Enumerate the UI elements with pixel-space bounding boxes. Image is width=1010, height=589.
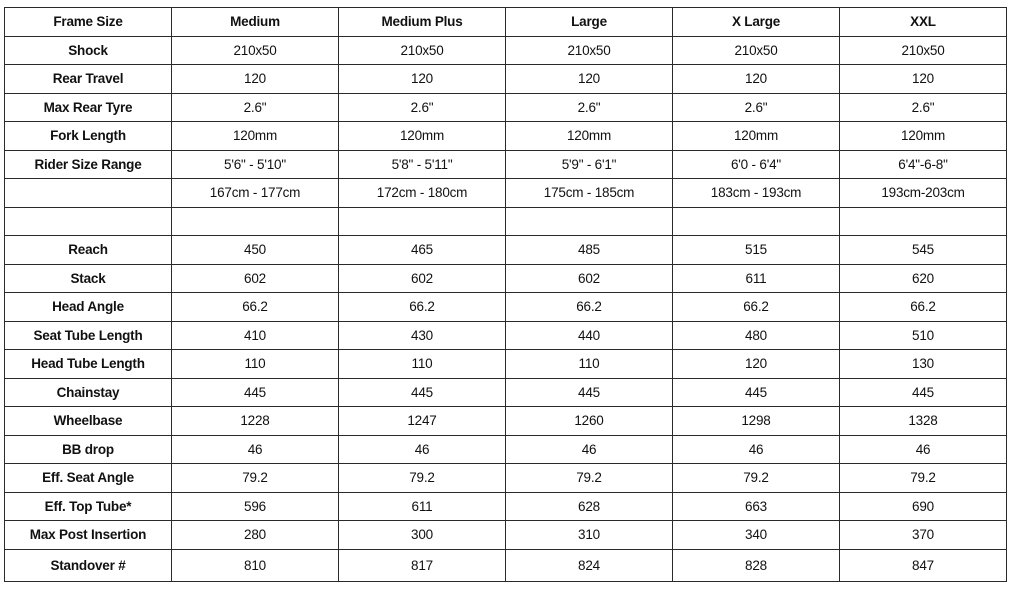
table-cell: 110	[506, 350, 673, 379]
table-row	[5, 407, 1007, 436]
table-cell: 690	[840, 492, 1007, 521]
table-row	[5, 492, 1007, 521]
table-cell: 66.2	[840, 293, 1007, 322]
row-label-cell: Head Tube Length	[5, 350, 172, 379]
table-cell: 2.6"	[506, 93, 673, 122]
header-cell-frame-size: Frame Size	[5, 8, 172, 37]
table-header-row	[5, 8, 1007, 37]
table-cell: 46	[840, 435, 1007, 464]
table-cell: 120	[506, 65, 673, 94]
table-cell: 46	[172, 435, 339, 464]
table-cell: 611	[673, 264, 840, 293]
table-row	[5, 435, 1007, 464]
table-cell: 193cm-203cm	[840, 179, 1007, 208]
table-cell	[506, 207, 673, 236]
table-cell: 183cm - 193cm	[673, 179, 840, 208]
table-cell: 515	[673, 236, 840, 265]
table-row	[5, 179, 1007, 208]
table-row	[5, 150, 1007, 179]
table-cell: 430	[339, 321, 506, 350]
table-cell: 602	[506, 264, 673, 293]
header-cell-large: Large	[506, 8, 673, 37]
table-cell: 175cm - 185cm	[506, 179, 673, 208]
geometry-table	[4, 7, 1007, 582]
table-cell: 5'6" - 5'10"	[172, 150, 339, 179]
table-cell: 445	[339, 378, 506, 407]
table-cell: 2.6"	[673, 93, 840, 122]
table-cell: 340	[673, 521, 840, 550]
table-cell: 79.2	[673, 464, 840, 493]
row-label-cell: Wheelbase	[5, 407, 172, 436]
table-cell: 2.6"	[339, 93, 506, 122]
row-label-cell: Shock	[5, 36, 172, 65]
table-cell: 828	[673, 549, 840, 581]
table-cell: 120mm	[840, 122, 1007, 151]
table-cell: 1228	[172, 407, 339, 436]
row-label-cell	[5, 179, 172, 208]
table-row	[5, 36, 1007, 65]
table-cell: 445	[673, 378, 840, 407]
table-cell: 210x50	[339, 36, 506, 65]
table-cell: 120	[673, 350, 840, 379]
table-cell: 79.2	[339, 464, 506, 493]
table-cell: 120mm	[339, 122, 506, 151]
table-cell: 210x50	[840, 36, 1007, 65]
table-cell: 79.2	[840, 464, 1007, 493]
table-row	[5, 293, 1007, 322]
table-cell: 1247	[339, 407, 506, 436]
table-cell: 120	[339, 65, 506, 94]
table-cell: 370	[840, 521, 1007, 550]
table-cell: 445	[506, 378, 673, 407]
table-cell: 120mm	[172, 122, 339, 151]
header-cell-medium-plus: Medium Plus	[339, 8, 506, 37]
table-row	[5, 350, 1007, 379]
table-cell: 663	[673, 492, 840, 521]
header-cell-x-large: X Large	[673, 8, 840, 37]
table-cell: 480	[673, 321, 840, 350]
table-row	[5, 93, 1007, 122]
geometry-table-container	[4, 7, 1006, 582]
table-cell	[673, 207, 840, 236]
table-cell: 66.2	[339, 293, 506, 322]
row-label-cell: Standover #	[5, 549, 172, 581]
table-cell: 210x50	[506, 36, 673, 65]
table-cell	[840, 207, 1007, 236]
row-label-cell: Stack	[5, 264, 172, 293]
table-row	[5, 65, 1007, 94]
table-cell: 280	[172, 521, 339, 550]
row-label-cell: Fork Length	[5, 122, 172, 151]
table-cell: 110	[172, 350, 339, 379]
table-cell: 510	[840, 321, 1007, 350]
table-cell: 2.6"	[172, 93, 339, 122]
table-cell: 130	[840, 350, 1007, 379]
table-cell: 79.2	[172, 464, 339, 493]
table-cell: 5'9" - 6'1"	[506, 150, 673, 179]
table-cell: 120	[673, 65, 840, 94]
table-row	[5, 321, 1007, 350]
table-cell: 824	[506, 549, 673, 581]
table-cell: 628	[506, 492, 673, 521]
table-cell: 602	[172, 264, 339, 293]
table-row	[5, 464, 1007, 493]
row-label-cell: Reach	[5, 236, 172, 265]
row-label-cell: BB drop	[5, 435, 172, 464]
table-row	[5, 549, 1007, 581]
table-row	[5, 122, 1007, 151]
table-cell: 120	[172, 65, 339, 94]
table-cell: 410	[172, 321, 339, 350]
table-cell: 310	[506, 521, 673, 550]
table-cell: 596	[172, 492, 339, 521]
table-cell: 300	[339, 521, 506, 550]
table-cell: 5'8" - 5'11"	[339, 150, 506, 179]
table-row	[5, 264, 1007, 293]
table-cell: 210x50	[172, 36, 339, 65]
table-cell: 2.6"	[840, 93, 1007, 122]
table-cell: 172cm - 180cm	[339, 179, 506, 208]
table-cell: 46	[506, 435, 673, 464]
table-cell: 620	[840, 264, 1007, 293]
table-cell: 46	[339, 435, 506, 464]
table-cell: 120	[840, 65, 1007, 94]
table-cell: 110	[339, 350, 506, 379]
table-cell: 66.2	[673, 293, 840, 322]
table-cell	[339, 207, 506, 236]
table-cell: 485	[506, 236, 673, 265]
table-cell: 79.2	[506, 464, 673, 493]
table-row	[5, 236, 1007, 265]
table-cell: 66.2	[172, 293, 339, 322]
table-cell: 450	[172, 236, 339, 265]
table-cell: 611	[339, 492, 506, 521]
table-cell: 445	[840, 378, 1007, 407]
row-label-cell: Head Angle	[5, 293, 172, 322]
header-cell-xxl: XXL	[840, 8, 1007, 37]
table-cell: 440	[506, 321, 673, 350]
table-cell: 1328	[840, 407, 1007, 436]
table-cell	[172, 207, 339, 236]
table-cell: 120mm	[506, 122, 673, 151]
table-cell: 46	[673, 435, 840, 464]
table-cell: 847	[840, 549, 1007, 581]
table-cell: 602	[339, 264, 506, 293]
row-label-cell: Eff. Top Tube*	[5, 492, 172, 521]
row-label-cell: Seat Tube Length	[5, 321, 172, 350]
table-cell: 1260	[506, 407, 673, 436]
table-row	[5, 207, 1007, 236]
table-cell: 6'4"-6-8"	[840, 150, 1007, 179]
table-cell: 445	[172, 378, 339, 407]
row-label-cell: Max Post Insertion	[5, 521, 172, 550]
table-cell: 545	[840, 236, 1007, 265]
table-row	[5, 378, 1007, 407]
row-label-cell: Rear Travel	[5, 65, 172, 94]
table-cell: 120mm	[673, 122, 840, 151]
table-cell: 1298	[673, 407, 840, 436]
row-label-cell	[5, 207, 172, 236]
row-label-cell: Max Rear Tyre	[5, 93, 172, 122]
row-label-cell: Eff. Seat Angle	[5, 464, 172, 493]
table-row	[5, 521, 1007, 550]
table-cell: 6'0 - 6'4"	[673, 150, 840, 179]
table-cell: 167cm - 177cm	[172, 179, 339, 208]
table-cell: 66.2	[506, 293, 673, 322]
table-cell: 817	[339, 549, 506, 581]
row-label-cell: Chainstay	[5, 378, 172, 407]
table-cell: 465	[339, 236, 506, 265]
row-label-cell: Rider Size Range	[5, 150, 172, 179]
table-cell: 810	[172, 549, 339, 581]
header-cell-medium: Medium	[172, 8, 339, 37]
table-cell: 210x50	[673, 36, 840, 65]
